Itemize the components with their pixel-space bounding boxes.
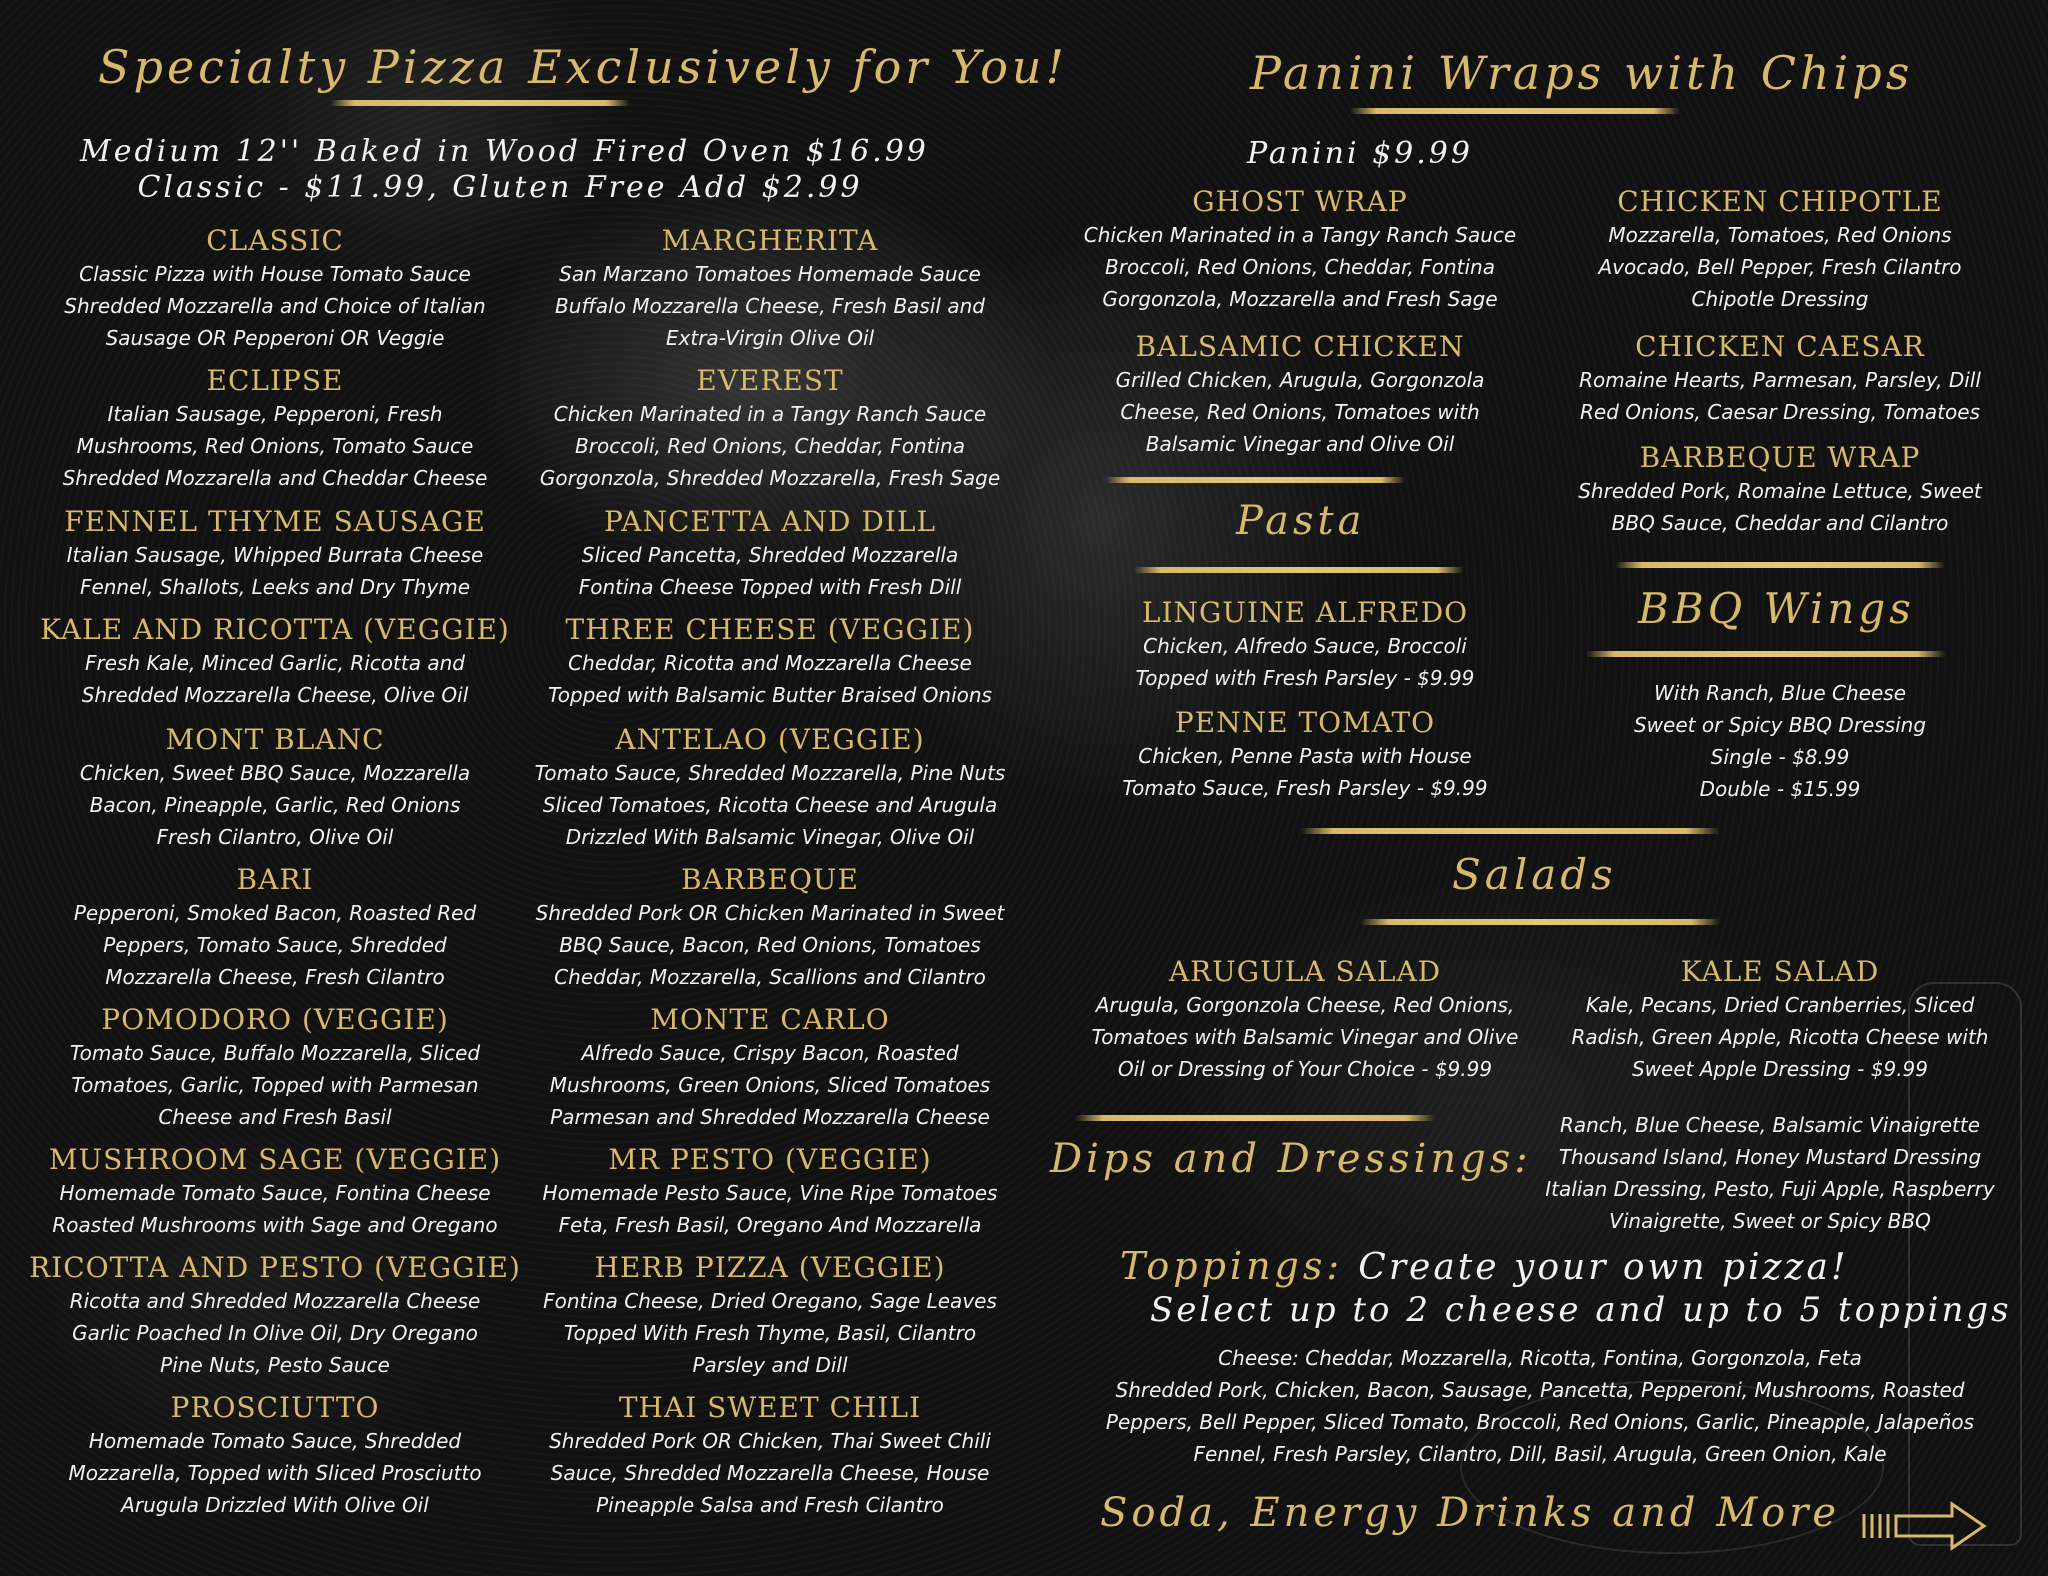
item-desc: Chipotle Dressing xyxy=(1691,287,1869,311)
salads-title: Salads xyxy=(1452,850,1617,899)
item-desc: Mozzarella Cheese, Fresh Cilantro xyxy=(105,965,445,989)
item-desc: Buffalo Mozzarella Cheese, Fresh Basil and xyxy=(555,294,985,318)
wings-divider-top xyxy=(1615,562,1945,568)
item-desc: Avocado, Bell Pepper, Fresh Cilantro xyxy=(1598,255,1962,279)
item-desc: Gorgonzola, Shredded Mozzarella, Fresh Sage xyxy=(539,466,1001,490)
item-desc: Parsley and Dill xyxy=(692,1353,848,1377)
item-desc: Cheese, Red Onions, Tomatoes with xyxy=(1120,400,1480,424)
pasta-title: Pasta xyxy=(1236,498,1366,544)
toppings-header xyxy=(1120,1244,1848,1288)
item-desc: Pineapple Salsa and Fresh Cilantro xyxy=(596,1493,944,1517)
item-name: PROSCIUTTO xyxy=(170,1391,380,1424)
item-desc: Shredded Mozzarella and Choice of Italian xyxy=(64,294,486,318)
item-desc: Fresh Kale, Minced Garlic, Ricotta and xyxy=(85,651,465,675)
item-desc: Gorgonzola, Mozzarella and Fresh Sage xyxy=(1102,287,1498,311)
menu-item-ricotta-pesto xyxy=(20,1251,530,1381)
item-desc: Chicken, Alfredo Sauce, Broccoli xyxy=(1143,634,1467,658)
arrow-right-icon[interactable] xyxy=(1860,1498,1990,1554)
item-desc: Bacon, Pineapple, Garlic, Red Onions xyxy=(89,793,461,817)
wings-title: BBQ Wings xyxy=(1638,584,1915,633)
menu-item-ghost-wrap xyxy=(1060,185,1540,315)
toppings-subtitle: Select up to 2 cheese and up to 5 toppings xyxy=(1150,1290,2012,1330)
wings-desc-1: With Ranch, Blue Cheese xyxy=(1653,681,1906,705)
menu-item-mont-blanc xyxy=(20,723,530,853)
pizza-price-line-1: Medium 12'' Baked in Wood Fired Oven $16.99 xyxy=(80,134,929,169)
toppings-label: Toppings: xyxy=(1120,1244,1344,1288)
item-name: BALSAMIC CHICKEN xyxy=(1135,330,1465,363)
menu-item-kale-ricotta xyxy=(20,613,530,711)
item-name: CHICKEN CAESAR xyxy=(1635,330,1925,363)
menu-item-monte-carlo xyxy=(515,1003,1025,1133)
item-name: THREE CHEESE (VEGGIE) xyxy=(565,613,975,646)
item-name: GHOST WRAP xyxy=(1192,185,1408,218)
menu-item-bari xyxy=(20,863,530,993)
item-desc: Homemade Pesto Sauce, Vine Ripe Tomatoes xyxy=(542,1181,998,1205)
item-name: MONTE CARLO xyxy=(650,1003,890,1036)
item-desc: Sausage OR Pepperoni OR Veggie xyxy=(105,326,445,350)
menu-item-eclipse xyxy=(20,364,530,494)
item-desc: Mushrooms, Green Onions, Sliced Tomatoes xyxy=(549,1073,991,1097)
item-name: CHICKEN CHIPOTLE xyxy=(1617,185,1943,218)
wings-price-single: Single - $8.99 xyxy=(1710,745,1850,769)
pizza-price-line-2: Classic - $11.99, Gluten Free Add $2.99 xyxy=(137,170,863,205)
item-name: PENNE TOMATO xyxy=(1174,706,1436,739)
dips-line-2: Thousand Island, Honey Mustard Dressing xyxy=(1558,1145,1982,1169)
item-desc: Grilled Chicken, Arugula, Gorgonzola xyxy=(1115,368,1485,392)
toppings-line-1: Cheese: Cheddar, Mozzarella, Ricotta, Fontina, Gorgonzola, Feta xyxy=(1218,1346,1862,1370)
item-desc: Tomato Sauce, Buffalo Mozzarella, Sliced xyxy=(69,1041,481,1065)
item-name: BARBEQUE WRAP xyxy=(1639,441,1921,474)
menu-item-three-cheese xyxy=(515,613,1025,711)
menu-item-classic xyxy=(20,224,530,354)
item-desc: BBQ Sauce, Bacon, Red Onions, Tomatoes xyxy=(559,933,981,957)
menu-item-fennel-thyme-sausage xyxy=(20,505,530,603)
item-desc: Tomato Sauce, Shredded Mozzarella, Pine Nuts xyxy=(534,761,1006,785)
salads-divider-top xyxy=(1300,828,1720,834)
item-name: THAI SWEET CHILI xyxy=(618,1391,922,1424)
pizza-title: Specialty Pizza Exclusively for You! xyxy=(98,40,1069,94)
item-desc: Garlic Poached In Olive Oil, Dry Oregano xyxy=(72,1321,478,1345)
menu-item-mushroom-sage xyxy=(20,1143,530,1241)
item-desc: Balsamic Vinegar and Olive Oil xyxy=(1145,432,1455,456)
item-desc: Shredded Pork, Romaine Lettuce, Sweet xyxy=(1578,479,1982,503)
item-desc: Tomatoes, Garlic, Topped with Parmesan xyxy=(71,1073,479,1097)
item-name: ANTELAO (VEGGIE) xyxy=(615,723,925,756)
salads-divider-bottom xyxy=(1360,919,1720,925)
item-desc: Cheddar, Mozzarella, Scallions and Cilantro xyxy=(554,965,986,989)
item-desc: Classic Pizza with House Tomato Sauce xyxy=(79,262,471,286)
item-name: EVEREST xyxy=(696,364,844,397)
item-desc: Pepperoni, Smoked Bacon, Roasted Red xyxy=(73,901,477,925)
item-desc: Sauce, Shredded Mozzarella Cheese, House xyxy=(550,1461,990,1485)
wings-desc-2: Sweet or Spicy BBQ Dressing xyxy=(1633,713,1927,737)
item-desc: Shredded Pork OR Chicken Marinated in Sweet xyxy=(535,901,1005,925)
menu-item-thai-sweet-chili xyxy=(515,1391,1025,1521)
item-desc: San Marzano Tomatoes Homemade Sauce xyxy=(559,262,981,286)
toppings-line-2: Shredded Pork, Chicken, Bacon, Sausage, Pancetta, Pepperoni, Mushrooms, Roasted xyxy=(1115,1378,1965,1402)
item-desc: Ricotta and Shredded Mozzarella Cheese xyxy=(69,1289,481,1313)
item-desc: Extra-Virgin Olive Oil xyxy=(665,326,875,350)
item-desc: Pine Nuts, Pesto Sauce xyxy=(160,1353,390,1377)
item-desc: Arugula Drizzled With Olive Oil xyxy=(121,1493,429,1517)
dips-title: Dips and Dressings: xyxy=(1050,1136,1532,1182)
menu-item-pomodoro xyxy=(20,1003,530,1133)
item-desc: Peppers, Tomato Sauce, Shredded xyxy=(103,933,447,957)
item-desc: Italian Sausage, Whipped Burrata Cheese xyxy=(66,543,484,567)
menu-item-penne-tomato xyxy=(1060,706,1550,804)
item-name: RICOTTA AND PESTO (VEGGIE) xyxy=(29,1251,521,1284)
toppings-line-3: Peppers, Bell Pepper, Sliced Tomato, Broccoli, Red Onions, Garlic, Pineapple, Jalapeños xyxy=(1105,1410,1975,1434)
item-desc: Chicken, Penne Pasta with House xyxy=(1138,744,1472,768)
item-desc: Tomatoes with Balsamic Vinegar and Olive xyxy=(1091,1025,1519,1049)
item-desc: Homemade Tomato Sauce, Fontina Cheese xyxy=(59,1181,491,1205)
item-desc: Shredded Pork OR Chicken, Thai Sweet Chili xyxy=(549,1429,991,1453)
item-name: ARUGULA SALAD xyxy=(1168,955,1442,988)
item-name: BARBEQUE xyxy=(681,863,859,896)
menu-item-balsamic-chicken xyxy=(1060,330,1540,460)
item-name: MONT BLANC xyxy=(165,723,385,756)
item-desc: Topped with Balsamic Butter Braised Onions xyxy=(548,683,992,707)
menu-item-kale-salad xyxy=(1540,955,2020,1085)
dips-line-1: Ranch, Blue Cheese, Balsamic Vinaigrette xyxy=(1559,1113,1981,1137)
item-desc: Broccoli, Red Onions, Cheddar, Fontina xyxy=(1105,255,1495,279)
item-desc: Chicken Marinated in a Tangy Ranch Sauce xyxy=(1083,223,1517,247)
item-desc: Fresh Cilantro, Olive Oil xyxy=(156,825,394,849)
item-name: FENNEL THYME SAUSAGE xyxy=(64,505,486,538)
dips-line-3: Italian Dressing, Pesto, Fuji Apple, Raspberry xyxy=(1545,1177,1995,1201)
item-desc: Chicken Marinated in a Tangy Ranch Sauce xyxy=(553,402,987,426)
item-name: KALE AND RICOTTA (VEGGIE) xyxy=(40,613,510,646)
item-name: CLASSIC xyxy=(206,224,344,257)
item-desc: Drizzled With Balsamic Vinegar, Olive Oil xyxy=(565,825,975,849)
item-desc: Romaine Hearts, Parmesan, Parsley, Dill xyxy=(1579,368,1981,392)
item-desc: Mozzarella, Tomatoes, Red Onions xyxy=(1608,223,1952,247)
wings-divider-bottom xyxy=(1586,651,1946,657)
item-desc: Cheese and Fresh Basil xyxy=(158,1105,392,1129)
item-desc: Sweet Apple Dressing - $9.99 xyxy=(1631,1057,1929,1081)
item-desc: Radish, Green Apple, Ricotta Cheese with xyxy=(1571,1025,1989,1049)
item-name: ECLIPSE xyxy=(206,364,344,397)
toppings-title: Create your own pizza! xyxy=(1358,1247,1849,1288)
dips-line-4: Vinaigrette, Sweet or Spicy BBQ xyxy=(1609,1209,1931,1233)
menu-item-arugula-salad xyxy=(1060,955,1550,1085)
item-desc: Feta, Fresh Basil, Oregano And Mozzarella xyxy=(558,1213,982,1237)
item-desc: Oil or Dressing of Your Choice - $9.99 xyxy=(1117,1057,1493,1081)
item-desc: Roasted Mushrooms with Sage and Oregano xyxy=(52,1213,498,1237)
item-desc: Topped With Fresh Thyme, Basil, Cilantro xyxy=(563,1321,977,1345)
item-desc: Broccoli, Red Onions, Cheddar, Fontina xyxy=(575,434,965,458)
item-desc: Homemade Tomato Sauce, Shredded xyxy=(88,1429,462,1453)
item-name: BARI xyxy=(236,863,314,896)
panini-price: Panini $9.99 xyxy=(1247,136,1473,171)
pizza-title-divider xyxy=(330,100,630,106)
item-desc: Shredded Mozzarella and Cheddar Cheese xyxy=(62,466,488,490)
item-desc: Parmesan and Shredded Mozzarella Cheese xyxy=(550,1105,990,1129)
item-name: POMODORO (VEGGIE) xyxy=(101,1003,449,1036)
menu-item-barbeque-wrap xyxy=(1540,441,2020,539)
pasta-divider-bottom xyxy=(1134,567,1464,573)
item-desc: Topped with Fresh Parsley - $9.99 xyxy=(1135,666,1475,690)
pasta-divider-top xyxy=(1105,477,1405,483)
menu-item-everest xyxy=(515,364,1025,494)
item-desc: Chicken, Sweet BBQ Sauce, Mozzarella xyxy=(79,761,471,785)
panini-title-divider xyxy=(1350,108,1680,114)
item-name: MR PESTO (VEGGIE) xyxy=(608,1143,932,1176)
item-desc: Fontina Cheese Topped with Fresh Dill xyxy=(578,575,962,599)
menu-item-chicken-chipotle xyxy=(1540,185,2020,315)
item-desc: Fennel, Shallots, Leeks and Dry Thyme xyxy=(79,575,471,599)
item-desc: BBQ Sauce, Cheddar and Cilantro xyxy=(1611,511,1949,535)
item-desc: Alfredo Sauce, Crispy Bacon, Roasted xyxy=(581,1041,959,1065)
item-desc: Fontina Cheese, Dried Oregano, Sage Leaves xyxy=(543,1289,997,1313)
menu-item-herb-pizza xyxy=(515,1251,1025,1381)
menu-item-margherita xyxy=(515,224,1025,354)
item-name: MARGHERITA xyxy=(661,224,879,257)
item-desc: Arugula, Gorgonzola Cheese, Red Onions, xyxy=(1095,993,1515,1017)
item-desc: Sliced Tomatoes, Ricotta Cheese and Arugula xyxy=(542,793,998,817)
item-name: HERB PIZZA (VEGGIE) xyxy=(594,1251,946,1284)
item-desc: Mozzarella, Topped with Sliced Prosciutto xyxy=(68,1461,482,1485)
footer-drinks-text: Soda, Energy Drinks and More xyxy=(1100,1490,1841,1536)
panini-title: Panini Wraps with Chips xyxy=(1250,46,1914,100)
menu-item-mr-pesto xyxy=(515,1143,1025,1241)
menu-item-barbeque xyxy=(515,863,1025,993)
item-desc: Red Onions, Caesar Dressing, Tomatoes xyxy=(1580,400,1980,424)
wings-price-double: Double - $15.99 xyxy=(1699,777,1861,801)
item-desc: Shredded Mozzarella Cheese, Olive Oil xyxy=(81,683,469,707)
menu-item-antelao xyxy=(515,723,1025,853)
item-name: MUSHROOM SAGE (VEGGIE) xyxy=(48,1143,502,1176)
menu-item-chicken-caesar xyxy=(1540,330,2020,428)
item-desc: Sliced Pancetta, Shredded Mozzarella xyxy=(581,543,959,567)
item-desc: Cheddar, Ricotta and Mozzarella Cheese xyxy=(568,651,972,675)
toppings-line-4: Fennel, Fresh Parsley, Cilantro, Dill, Basil, Arugula, Green Onion, Kale xyxy=(1193,1442,1887,1466)
item-name: KALE SALAD xyxy=(1680,955,1880,988)
item-name: PANCETTA AND DILL xyxy=(603,505,937,538)
menu-item-linguine-alfredo xyxy=(1060,596,1550,694)
item-desc: Kale, Pecans, Dried Cranberries, Sliced xyxy=(1585,993,1975,1017)
menu-item-prosciutto xyxy=(20,1391,530,1521)
item-name: LINGUINE ALFREDO xyxy=(1141,596,1469,629)
menu-item-pancetta-dill xyxy=(515,505,1025,603)
item-desc: Tomato Sauce, Fresh Parsley - $9.99 xyxy=(1122,776,1488,800)
item-desc: Mushrooms, Red Onions, Tomato Sauce xyxy=(76,434,474,458)
dips-divider xyxy=(1075,1115,1435,1121)
item-desc: Italian Sausage, Pepperoni, Fresh xyxy=(107,402,443,426)
